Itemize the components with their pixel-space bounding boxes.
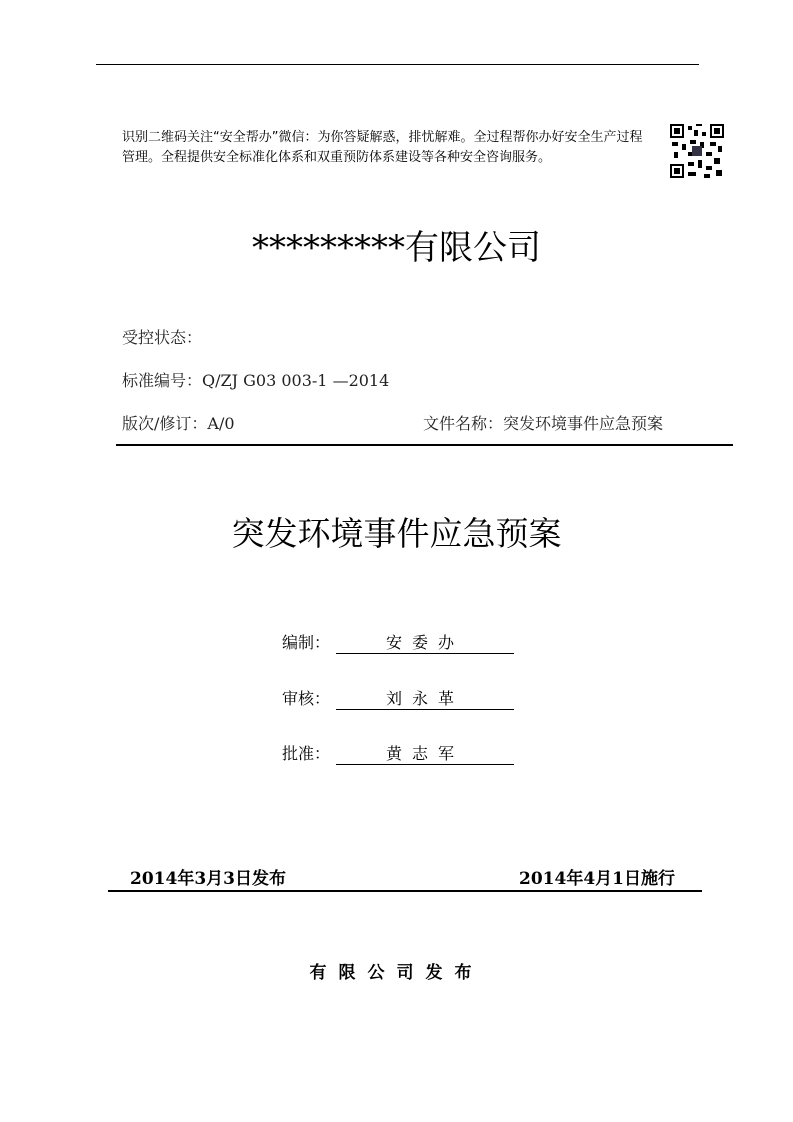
control-status: 受控状态： bbox=[122, 328, 203, 347]
issue-date: 2014年3月3日发布 bbox=[130, 869, 286, 889]
date-rule bbox=[108, 890, 702, 892]
signature-approved bbox=[282, 741, 514, 765]
signature-value: 刘永革 bbox=[336, 686, 514, 710]
signature-label: 审核： bbox=[282, 689, 331, 708]
signature-value: 黄志军 bbox=[336, 741, 514, 765]
revision: 版次/修订：A/0 bbox=[122, 414, 235, 433]
file-name: 文件名称：突发环境事件应急预案 bbox=[423, 414, 664, 433]
document-title: 突发环境事件应急预案 bbox=[231, 514, 562, 553]
company-name: *********有限公司 bbox=[252, 228, 541, 268]
publisher: 有限公司发布 bbox=[309, 963, 484, 983]
wechat-notice: 识别二维码关注“安全帮办”微信：为你答疑解惑，排忧解难。全过程帮你办好安全生产过程管理。全程提供安全标准化体系和双重预防体系建设等各种安全咨询服务。 bbox=[122, 130, 643, 165]
signature-label: 批准： bbox=[282, 744, 331, 763]
qr-code-icon bbox=[670, 124, 724, 178]
signature-label: 编制： bbox=[282, 633, 331, 652]
standard-number: 标准编号：Q/ZJ G03 003-1 —2014 bbox=[122, 371, 390, 390]
signature-prepared bbox=[282, 630, 514, 654]
effective-date: 2014年4月1日施行 bbox=[519, 869, 675, 889]
meta-rule bbox=[116, 444, 733, 446]
signature-value: 安委办 bbox=[336, 630, 514, 654]
signature-reviewed bbox=[282, 686, 514, 710]
header-rule bbox=[96, 64, 699, 65]
